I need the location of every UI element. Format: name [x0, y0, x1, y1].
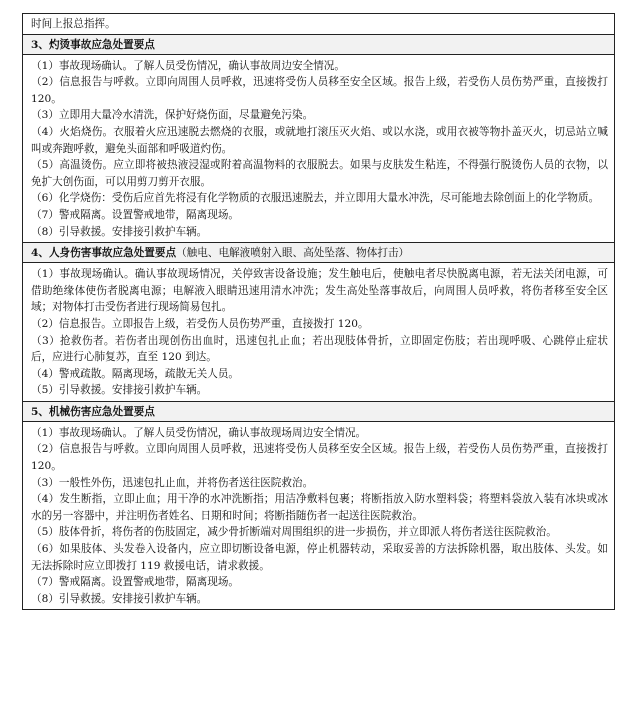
section-body	[23, 263, 615, 402]
procedure-item: （2）信息报告与呼救。立即向周围人员呼救，迅速将受伤人员移至安全区域。报告上级，若受伤人员伤势严重，直接拨打 120。	[31, 443, 608, 473]
procedure-item: （3）立即用大量冷水清洗，保护好烧伤面，尽量避免污染。	[31, 109, 314, 122]
section-body	[23, 54, 615, 243]
procedure-item: （4）火焰烧伤。衣服着火应迅速脱去燃烧的衣服，或就地打滚压灭火焰、或以水浇，或用衣被等物扑盖灭火，切忌站立喊叫或奔跑呼救，避免头面部和呼吸道灼伤。	[31, 125, 608, 155]
procedure-item: （3）一般性外伤，迅速包扎止血，并将伤者送往医院救治。	[31, 476, 314, 489]
section-title	[23, 34, 615, 54]
top-text: 时间上报总指挥。	[23, 14, 615, 35]
procedure-item: （8）引导救援。安排接引救护车辆。	[31, 592, 208, 605]
procedure-item: （3）抢救伤者。若伤者出现创伤出血时，迅速包扎止血；若出现肢体骨折，立即固定伤肢；若出现呼吸、心跳停止症状后，应进行心肺复苏，直至 120 到达。	[31, 334, 608, 364]
procedure-item: （1）事故现场确认。确认事故现场情况，关停致害设备设施；发生触电后，使触电者尽快脱离电源，若无法关闭电源，可借助绝缘体使伤者脱离电源；电解液入眼睛迅速用清水冲洗；发生高处坠落事故后，向周围人员呼救，将伤者移至安全区域；对物体打击受伤者进行现场简易包扎。	[31, 268, 608, 314]
procedure-item: （6）化学烧伤：受伤后应首先将浸有化学物质的衣服迅速脱去，并立即用大量水冲洗，尽可能地去除创面上的化学物质。	[31, 192, 600, 205]
procedure-item: （5）引导救援。安排接引救护车辆。	[31, 384, 208, 397]
procedure-item: （2）信息报告与呼救。立即向周围人员呼救，迅速将受伤人员移至安全区域。报告上级，若受伤人员伤势严重，直接拨打 120。	[31, 76, 608, 105]
procedure-item: （7）警戒隔离。设置警戒地带，隔离现场。	[31, 576, 240, 589]
top-row	[23, 14, 615, 35]
section-title-text: 5、机械伤害应急处置要点	[31, 405, 155, 418]
section-title	[23, 243, 615, 263]
procedure-item: （5）高温烫伤。应立即将被热液浸湿或附着高温物料的衣服脱去。如果与皮肤发生粘连，不得强行脱烫伤人员的衣物，以免扩大创伤面，可以用剪刀剪开衣服。	[31, 159, 608, 188]
procedures-table	[22, 13, 615, 610]
section-body-row	[23, 54, 615, 243]
section-body-row	[23, 421, 615, 610]
emergency-procedures-document	[22, 13, 615, 610]
procedure-item: （4）警戒疏散。隔离现场，疏散无关人员。	[31, 367, 240, 380]
section-title-suffix: （触电、电解液喷射入眼、高处坠落、物体打击）	[176, 247, 410, 260]
procedure-item: （8）引导救援。安排接引救护车辆。	[31, 225, 208, 238]
section-title-text: 3、灼烫事故应急处置要点	[31, 38, 155, 51]
procedure-item: （1）事故现场确认。了解人员受伤情况，确认事故周边安全情况。	[31, 59, 345, 72]
procedure-item: （5）肢体骨折，将伤者的伤肢固定，减少骨折断端对周围组织的进一步损伤，并立即派人将伤者送往医院救治。	[31, 526, 557, 539]
section-body-row	[23, 263, 615, 402]
procedure-item: （7）警戒隔离。设置警戒地带，隔离现场。	[31, 208, 240, 221]
section-title	[23, 401, 615, 421]
section-body	[23, 421, 615, 610]
section-title-text: 4、人身伤害事故应急处置要点	[31, 247, 177, 260]
procedure-item: （1）事故现场确认。了解人员受伤情况，确认事故现场周边安全情况。	[31, 426, 367, 439]
procedure-item: （2）信息报告。立即报告上级，若受伤人员伤势严重，直接拨打 120。	[31, 317, 369, 330]
section-header-row	[23, 401, 615, 421]
section-header-row	[23, 243, 615, 263]
procedure-item: （6）如果肢体、头发卷入设备内，应立即切断设备电源，停止机器转动，采取妥善的方法拆除机器，取出肢体、头发。如无法拆除时应立即拨打 119 救援电话，请求救援。	[31, 543, 608, 572]
procedure-item: （4）发生断指，立即止血；用干净的水冲洗断指；用洁净敷料包裹；将断指放入防水塑料袋；将塑料袋放入装有冰块或冰水的另一容器中，并注明伤者姓名、日期和时间；将断指随伤者一起送往医院救治。	[31, 493, 608, 522]
section-header-row	[23, 34, 615, 54]
